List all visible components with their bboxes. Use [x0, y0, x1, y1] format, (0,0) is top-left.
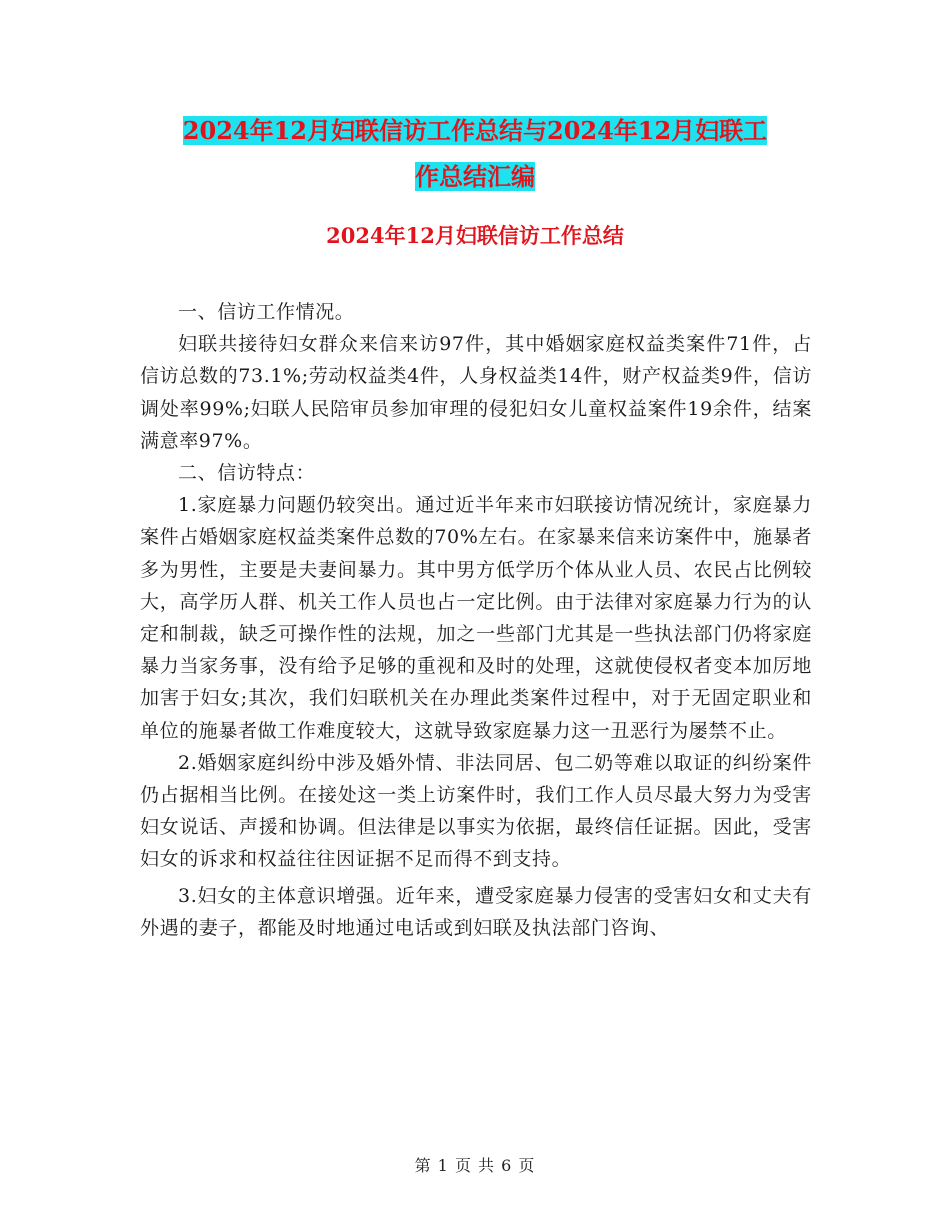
document-title: [140, 108, 810, 200]
paragraph: 3.妇女的主体意识增强。近年来，遭受家庭暴力侵害的受害妇女和丈夫有外遇的妻子，都能及时地通过电话或到妇联及执法部门咨询、: [140, 884, 812, 939]
document-body: [140, 296, 812, 944]
paragraph: 1.家庭暴力问题仍较突出。通过近半年来市妇联接访情况统计，家庭暴力案件占婚姻家庭权益类案件总数的70%左右。在家暴来信来访案件中，施暴者多为男性，主要是夫妻间暴力。其中男方低学历个体从业人员、农民占比例较大，高学历人群、机关工作人员也占一定比例。由于法律对家庭暴力行为的认定和制裁，缺乏可操作性的法规，加之一些部门尤其是一些执法部门仍将家庭暴力当家务事，没有给予足够的重视和及时的处理，这就使侵权者变本加厉地加害于妇女;其次，我们妇联机关在办理此类案件过程中，对于无固定职业和单位的施暴者做工作难度较大，这就导致家庭暴力这一丑恶行为屡禁不止。: [140, 494, 812, 742]
section-title: 2024年12月妇联信访工作总结: [326, 223, 624, 248]
document-title-line-1: 2024年12月妇联信访工作总结与2024年12月妇联工: [182, 116, 768, 145]
page-footer: 第 1 页 共 6 页: [414, 1156, 536, 1175]
document-title-line-2: 作总结汇编: [415, 162, 535, 191]
paragraph-heading-1: 一、信访工作情况。: [178, 301, 355, 323]
paragraph: 妇联共接待妇女群众来信来访97件，其中婚姻家庭权益类案件71件，占信访总数的73.1%;劳动权益类4件，人身权益类14件，财产权益类9件，信访调处率99%;妇联人民陪审员参加审理的侵犯妇女儿童权益案件19余件，结案满意率97%。: [140, 333, 812, 452]
paragraph: 2.婚姻家庭纠纷中涉及婚外情、非法同居、包二奶等难以取证的纠纷案件仍占据相当比例。在接处这一类上访案件时，我们工作人员尽最大努力为受害妇女说话、声援和协调。但法律是以事实为依据，最终信任证据。因此，受害妇女的诉求和权益往往因证据不足而得不到支持。: [140, 751, 812, 871]
paragraph-heading-2: 二、信访特点：: [178, 462, 316, 485]
